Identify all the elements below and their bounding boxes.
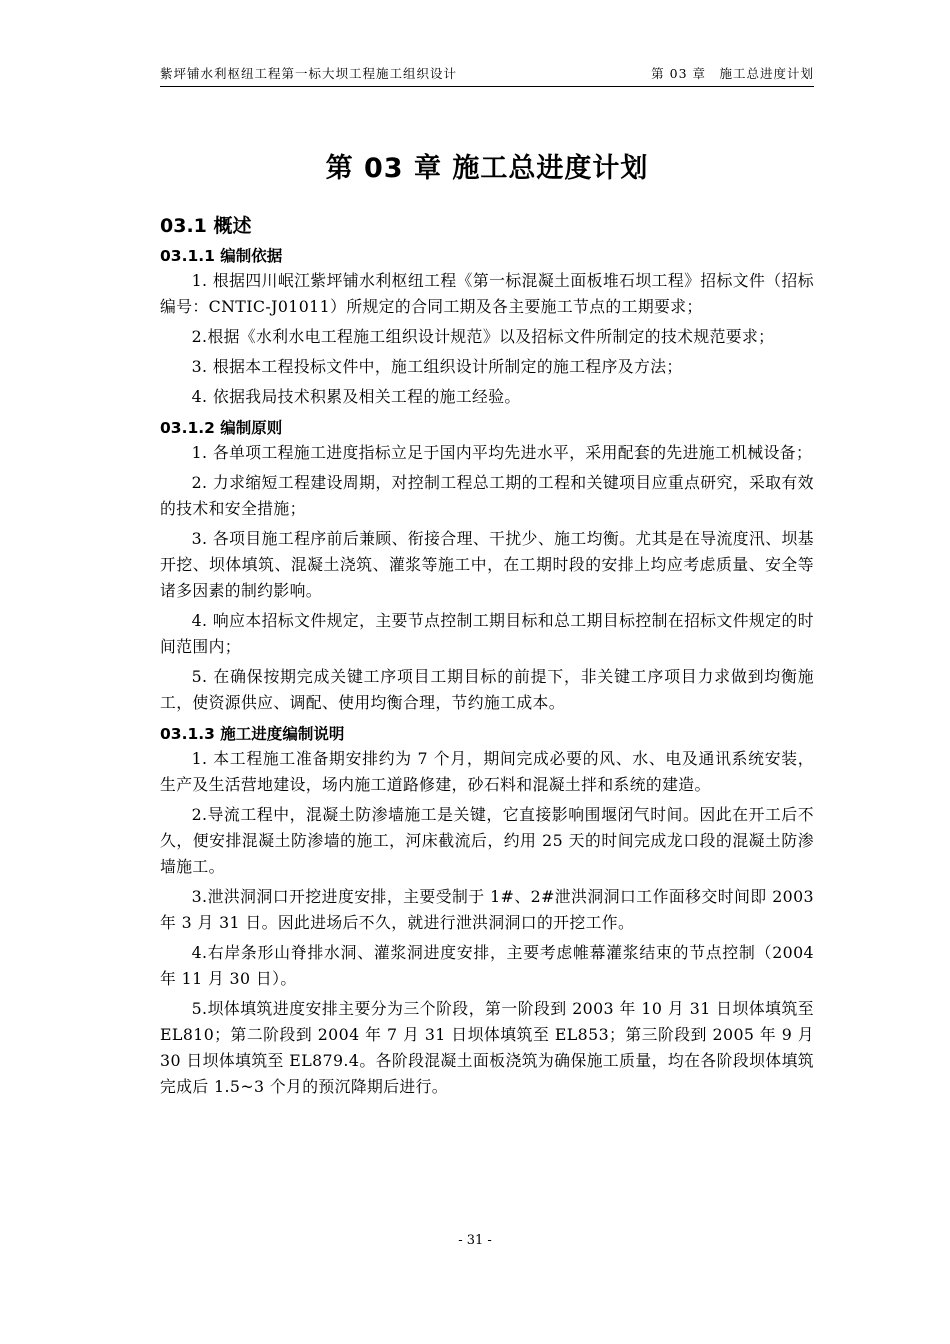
paragraph: 2.导流工程中，混凝土防渗墙施工是关键，它直接影响围堰闭气时间。因此在开工后不久，便安排混凝土防渗墙的施工，河床截流后，约用 25 天的时间完成龙口段的混凝土防渗墙施工。 bbox=[160, 805, 814, 876]
paragraph: 4.右岸条形山脊排水洞、灌浆洞进度安排，主要考虑帷幕灌浆结束的节点控制（2004 年 11 月 30 日）。 bbox=[160, 943, 814, 988]
subsection-title: 03.1.2 编制原则 bbox=[160, 419, 283, 437]
paragraph: 1. 本工程施工准备期安排约为 7 个月，期间完成必要的风、水、电及通讯系统安装，生产及生活营地建设，场内施工道路修建，砂石料和混凝土拌和系统的建造。 bbox=[160, 749, 814, 794]
paragraph: 5.坝体填筑进度安排主要分为三个阶段，第一阶段到 2003 年 10 月 31 日坝体填筑至 EL810；第二阶段到 2004 年 7 月 31 日坝体填筑至 EL853；第三阶段到 2005 年 9 月 30 日坝体填筑至 EL879.4。各阶段混凝土面板浇筑为确保施工质量，均在各阶段坝体填筑完成后 1.5~3 个月的预沉降期后进行。 bbox=[160, 999, 814, 1096]
paragraph: 2. 力求缩短工程建设周期，对控制工程总工期的工程和关键项目应重点研究，采取有效的技术和安全措施； bbox=[160, 473, 814, 518]
paragraph: 4. 响应本招标文件规定，主要节点控制工期目标和总工期目标控制在招标文件规定的时间范围内； bbox=[160, 611, 814, 656]
paragraph: 4. 依据我局技术积累及相关工程的施工经验。 bbox=[191, 387, 521, 406]
paragraph: 3. 各项目施工程序前后兼顾、衔接合理、干扰少、施工均衡。尤其是在导流度汛、坝基开挖、坝体填筑、混凝土浇筑、灌浆等施工中，在工期时段的安排上均应考虑质量、安全等诸多因素的制约影响。 bbox=[160, 529, 814, 600]
paragraph: 3. 根据本工程投标文件中，施工组织设计所制定的施工程序及方法； bbox=[191, 357, 683, 376]
paragraph: 2.根据《水利水电工程施工组织设计规范》以及招标文件所制定的技术规范要求； bbox=[191, 327, 775, 346]
subsection-title: 03.1.3 施工进度编制说明 bbox=[160, 725, 345, 743]
paragraph: 3.泄洪洞洞口开挖进度安排，主要受制于 1#、2#泄洪洞洞口工作面移交时间即 2003 年 3 月 31 日。因此进场后不久，就进行泄洪洞洞口的开挖工作。 bbox=[160, 887, 814, 932]
page-header bbox=[160, 64, 814, 87]
paragraph: 1. 根据四川岷江紫坪铺水利枢纽工程《第一标混凝土面板堆石坝工程》招标文件（招标编号：CNTIC-J01011）所规定的合同工期及各主要施工节点的工期要求； bbox=[160, 271, 814, 316]
page-number: - 31 - bbox=[458, 1233, 492, 1248]
chapter-title: 第 03 章 施工总进度计划 bbox=[325, 153, 649, 184]
page-content bbox=[160, 146, 814, 1104]
section-title: 03.1 概述 bbox=[160, 215, 252, 237]
subsection-title: 03.1.1 编制依据 bbox=[160, 247, 283, 265]
header-document-title: 紫坪铺水利枢纽工程第一标大坝工程施工组织设计 bbox=[160, 66, 458, 81]
paragraph: 1. 各单项工程施工进度指标立足于国内平均先进水平，采用配套的先进施工机械设备； bbox=[191, 443, 813, 462]
header-chapter-title: 第 03 章 施工总进度计划 bbox=[651, 66, 814, 81]
paragraph: 5. 在确保按期完成关键工序项目工期目标的前提下，非关键工序项目力求做到均衡施工，使资源供应、调配、使用均衡合理，节约施工成本。 bbox=[160, 667, 814, 712]
